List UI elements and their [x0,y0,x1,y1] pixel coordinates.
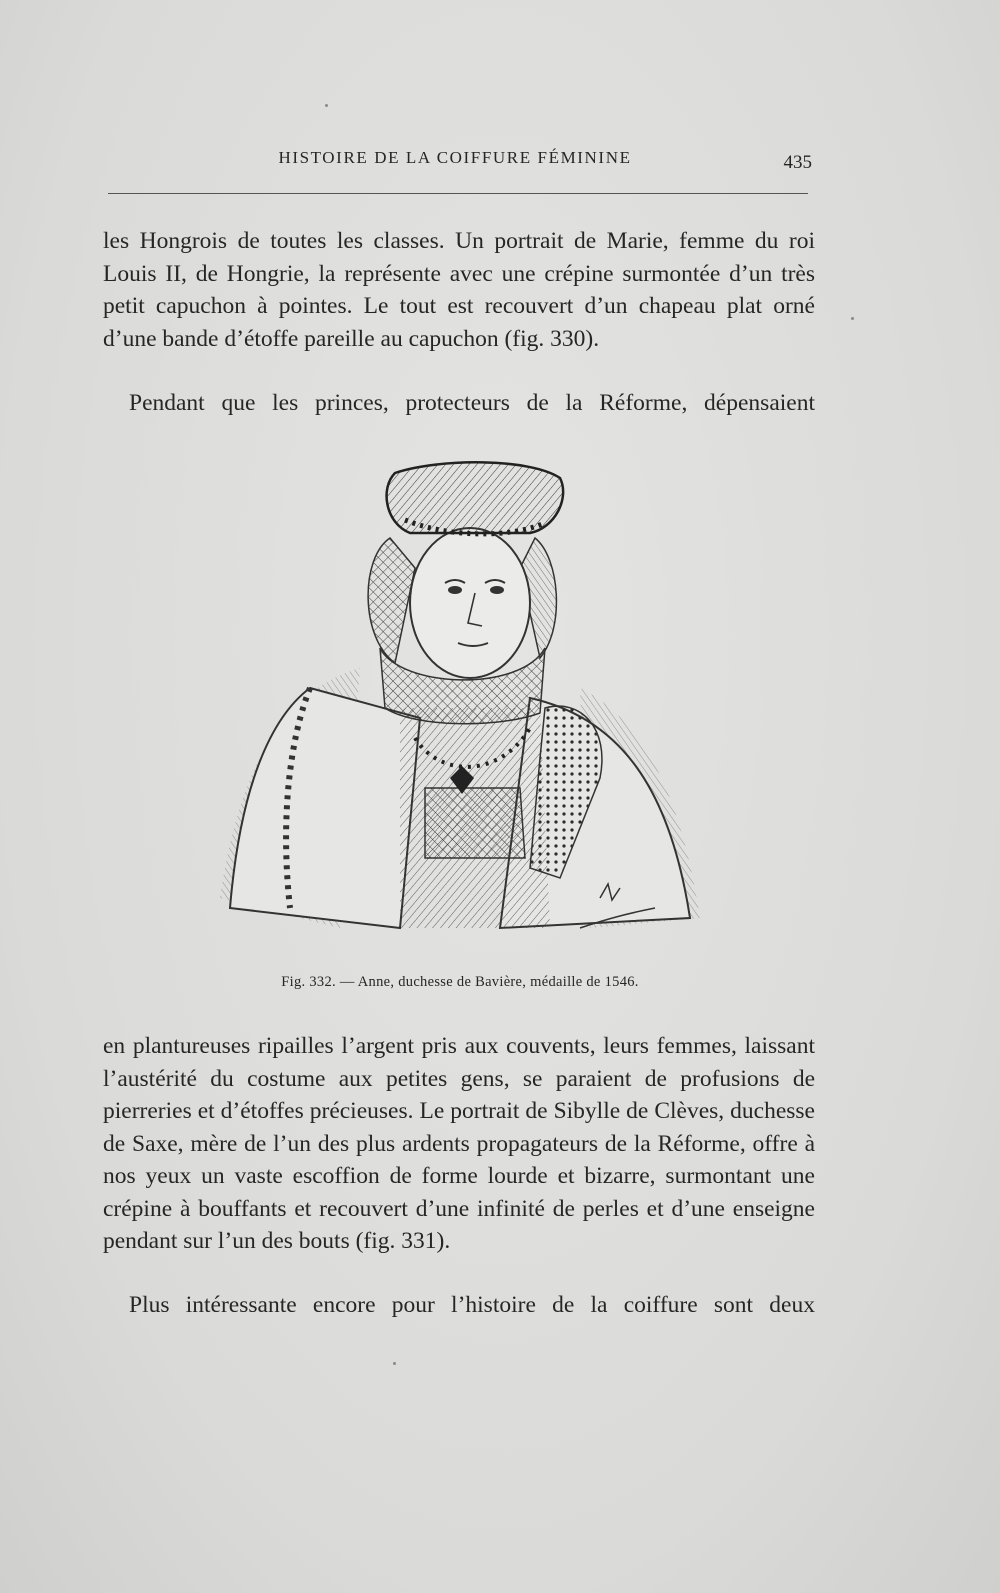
portrait-illustration [200,458,720,958]
paragraph-1: les Hongrois de toutes les classes. Un portrait de Marie, femme du roi Louis II, de Hongrie, la représente avec une crépine surmontée d’un très petit capuchon à pointes. Le tout est recouvert d’un chapeau plat orné d’une bande d’étoffe pareille au capuchon (fig. 330). [103,228,815,352]
engraved-portrait-image [200,458,720,958]
figure-caption: Fig. 332. — Anne, duchesse de Bavière, médaille de 1546. [281,974,639,990]
running-head [108,148,818,178]
paragraph-4: Plus intéressante encore pour l’histoire de la coiffure sont deux [129,1292,815,1318]
paragraph-3: en plantureuses ripailles l’argent pris aux couvents, leurs femmes, laissant l’austérité du costume aux petites gens, se paraient de profusions de pierreries et d’étoffes précieuses. Le portrait de Sibylle de Clèves, duchesse de Saxe, mère de l’un des plus ardents propagateurs de la Réforme, offre à nos yeux un vaste escoffion de forme lourde et bizarre, surmontant une crépine à bouffants et recouvert d’une infinité de perles et d’une enseigne pendant sur l’un des bouts (fig. 331). [103,1033,815,1254]
paper-speck [851,317,854,320]
page-number: 435 [783,152,812,173]
running-title: HISTOIRE DE LA COIFFURE FÉMININE [278,148,632,167]
header-rule [108,193,808,194]
paper-speck [393,1362,396,1365]
paragraph-2: Pendant que les princes, protecteurs de la Réforme, dépensaient [129,390,815,416]
paper-speck [325,104,328,107]
